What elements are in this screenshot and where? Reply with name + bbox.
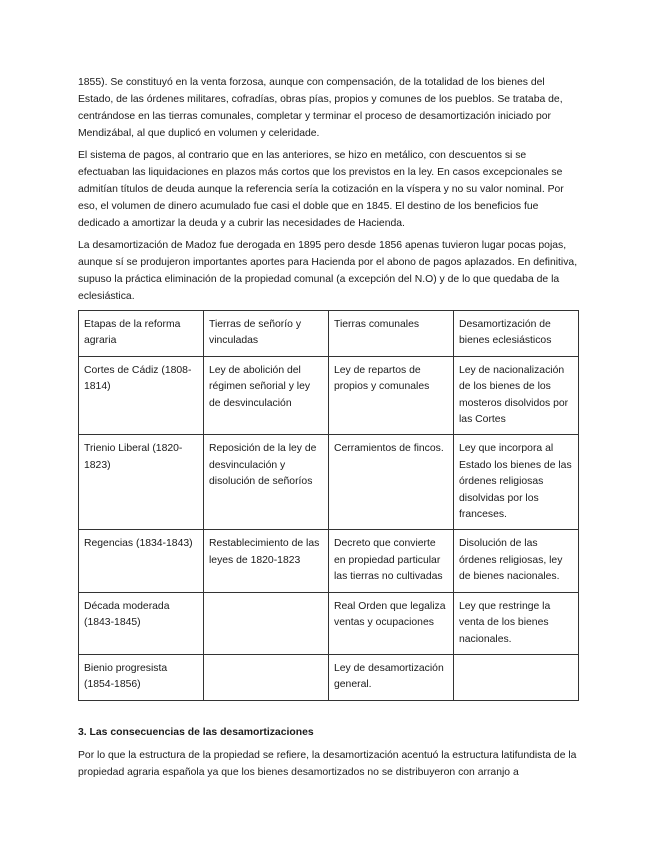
table-cell: Decreto que convierte en propiedad particular las tierras no cultivadas [329, 530, 454, 592]
table-header-cell: Desamortización de bienes eclesiásticos [454, 311, 579, 357]
table-row [79, 356, 579, 435]
table-cell: Ley de abolición del régimen señorial y ley de desvinculación [204, 356, 329, 435]
table-cell: Ley de desamortización general. [329, 654, 454, 700]
table-cell [204, 654, 329, 700]
table-header-cell: Tierras de señorío y vinculadas [204, 311, 329, 357]
paragraph-2: El sistema de pagos, al contrario que en las anteriores, se hizo en metálico, con descuentos si se efectuaban las liquidaciones en plazos más cortos que los previstos en la ley. En casos excepcionales se admitían títulos de deuda aunque la referencia sería la cotización en la víspera y no su valor nominal. Por eso, el volumen de dinero acumulado fue casi el doble que en 1845. El destino de los beneficios fue dedicado a amortizar la deuda y a cubrir las necesidades de Hacienda. [78, 150, 564, 229]
table-cell: Bienio progresista (1854-1856) [79, 654, 204, 700]
table-cell: Ley de repartos de propios y comunales [329, 356, 454, 435]
paragraph-1: 1855). Se constituyó en la venta forzosa, aunque con compensación, de la totalidad de los bienes del Estado, de las órdenes militares, cofradías, obras pías, propios y comunes de los pueblos. Se trataba de, centrándose en las tierras comunales, completar y terminar el proceso de desamortización iniciado por Mendizábal, al que duplicó en volumen y celeridade. [78, 77, 563, 139]
table-cell [454, 654, 579, 700]
table-cell: Ley que restringe la venta de los bienes nacionales. [454, 592, 579, 654]
table-header-cell: Tierras comunales [329, 311, 454, 357]
table-cell: Disolución de las órdenes religiosas, ley de bienes nacionales. [454, 530, 579, 592]
table-header-row [79, 311, 579, 357]
table-cell: Década moderada (1843-1845) [79, 592, 204, 654]
table-cell: Trienio Liberal (1820-1823) [79, 435, 204, 530]
table-cell: Cerramientos de fincos. [329, 435, 454, 530]
table-cell: Cortes de Cádiz (1808-1814) [79, 356, 204, 435]
table-row [79, 530, 579, 592]
reform-table [78, 310, 579, 701]
table-row [79, 654, 579, 700]
table-cell: Real Orden que legaliza ventas y ocupaciones [329, 592, 454, 654]
table-row [79, 592, 579, 654]
section-heading: 3. Las consecuencias de las desamortizaciones [78, 726, 314, 738]
table-row [79, 435, 579, 530]
table-cell: Regencias (1834-1843) [79, 530, 204, 592]
document-page [78, 74, 578, 786]
table-cell: Restablecimiento de las leyes de 1820-1823 [204, 530, 329, 592]
table-cell: Reposición de la ley de desvinculación y disolución de señoríos [204, 435, 329, 530]
table-cell: Ley que incorpora al Estado los bienes de las órdenes religiosas disolvidas por los franceses. [454, 435, 579, 530]
closing-paragraph: Por lo que la estructura de la propiedad se refiere, la desamortización acentuó la estructura latifundista de la propiedad agraria española ya que los bienes desamortizados no se distribuyeron con arranjo a [78, 749, 577, 778]
paragraph-3: La desamortización de Madoz fue derogada en 1895 pero desde 1856 apenas tuvieron lugar pocas pojas, aunque sí se produjeron importantes aportes para Hacienda por el abono de pagos aplazados. En definitiva, supuso la práctica eliminación de la propiedad comunal (a excepción del N.O) y de lo que quedaba de la eclesiástica. [78, 240, 578, 302]
table-cell [204, 592, 329, 654]
table-cell: Ley de nacionalización de los bienes de los mosteros disolvidos por las Cortes [454, 356, 579, 435]
table-header-cell: Etapas de la reforma agraria [79, 311, 204, 357]
